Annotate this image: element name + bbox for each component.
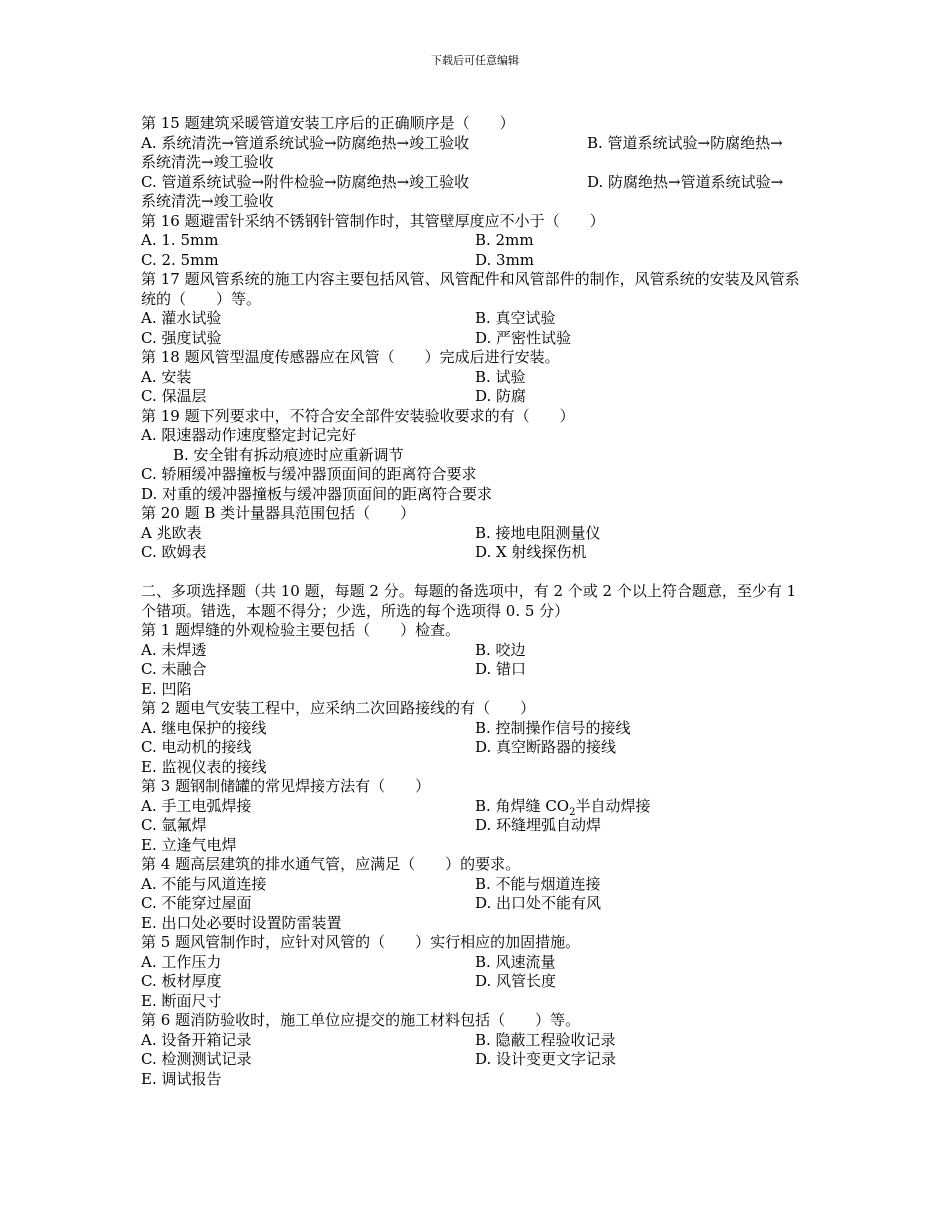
question-stem: 第 4 题高层建筑的排水通气管，应满足（ ）的要求。 <box>141 855 521 873</box>
option-row <box>141 173 811 193</box>
option-d-continued: 系统清洗→竣工验收 <box>141 192 274 210</box>
option-c: C. 氩氟焊 <box>141 816 207 834</box>
page-header: 下载后可任意编辑 <box>431 54 519 67</box>
option-a: A. 安装 <box>141 367 192 386</box>
option-a: A. 未焊透 <box>141 640 207 659</box>
option-c: C. 检测测试记录 <box>141 1050 252 1068</box>
section-title: 二、多项选择题（共 10 题，每题 2 分。每题的备选项中，有 2 个或 2 个以上符合题意，至少有 1 个错项。错选，本题不得分；少选，所选的每个选项得 0. 5 分） <box>141 582 797 620</box>
option-e: E. 调试报告 <box>141 1069 222 1088</box>
option-a: A. 手工电弧焊接 <box>141 796 252 815</box>
section-gap <box>141 563 811 583</box>
option-row <box>141 738 811 758</box>
option-c: C. 欧姆表 <box>141 543 207 561</box>
option-row <box>141 309 811 329</box>
option-b: B. 风速流量 <box>475 952 556 971</box>
option-c: C. 保温层 <box>141 387 207 405</box>
option-b-continued: 系统清洗→竣工验收 <box>141 153 274 171</box>
option-d: D. 对重的缓冲器撞板与缓冲器顶面间的距离符合要求 <box>141 484 493 503</box>
option-row <box>141 524 811 544</box>
option-c: C. 强度试验 <box>141 328 222 347</box>
option-row <box>141 368 811 388</box>
document-body <box>141 114 811 1089</box>
option-row <box>141 953 811 973</box>
option-a: A 兆欧表 <box>141 523 202 542</box>
option-row <box>141 719 811 739</box>
question-stem: 第 5 题风管制作时，应针对风管的（ ）实行相应的加固措施。 <box>141 933 581 951</box>
option-d: D. 错口 <box>475 660 527 678</box>
option-row <box>141 1050 811 1070</box>
option-d: D. 出口处不能有风 <box>475 894 602 912</box>
option-c: C. 管道系统试验→附件检验→防腐绝热→竣工验收 <box>141 172 470 191</box>
option-c: C. 2. 5mm <box>141 250 219 269</box>
option-e: E. 立逢气电焊 <box>141 835 237 854</box>
option-row <box>141 543 811 563</box>
question-stem: 第 17 题风管系统的施工内容主要包括风管、风管配件和风管部件的制作，风管系统的安装及风管系统的（ ）等。 <box>141 270 800 308</box>
option-b: B. 安全钳有拆动痕迹时应重新调节 <box>173 445 404 464</box>
option-b <box>475 797 651 817</box>
option-d: D. X 射线探伤机 <box>475 543 587 561</box>
option-c: C. 板材厚度 <box>141 972 222 990</box>
option-a: A. 工作压力 <box>141 952 222 971</box>
option-row <box>141 1031 811 1051</box>
question-stem: 第 15 题建筑采暖管道安装工序后的正确顺序是（ ） <box>141 114 515 132</box>
option-row <box>141 329 811 349</box>
option-a: A. 灌水试验 <box>141 309 222 327</box>
option-d: D. 防腐 <box>475 387 527 405</box>
option-row <box>141 387 811 407</box>
option-b: B. 控制操作信号的接线 <box>475 718 631 737</box>
question-stem: 第 20 题 B 类计量器具范围包括（ ） <box>141 504 416 522</box>
option-row <box>141 134 811 154</box>
question-stem: 第 6 题消防验收时，施工单位应提交的施工材料包括（ ）等。 <box>141 1011 581 1029</box>
option-c: C. 电动机的接线 <box>141 738 252 756</box>
option-row <box>141 875 811 895</box>
question-stem: 第 19 题下列要求中，不符合安全部件安装验收要求的有（ ） <box>141 406 575 425</box>
option-row <box>141 660 811 680</box>
co2-subscript: 2 <box>569 806 576 818</box>
option-e: E. 出口处必要时设置防雷装置 <box>141 913 342 932</box>
option-b: B. 不能与烟道连接 <box>475 874 601 893</box>
option-a: A. 设备开箱记录 <box>141 1030 252 1049</box>
option-e: E. 断面尺寸 <box>141 991 222 1010</box>
option-c: C. 未融合 <box>141 660 207 678</box>
option-b: B. 隐蔽工程验收记录 <box>475 1030 616 1049</box>
option-d: D. 3mm <box>475 250 535 269</box>
question-stem: 第 3 题钢制储罐的常见焊接方法有（ ） <box>141 777 431 795</box>
option-d: D. 严密性试验 <box>475 328 572 347</box>
option-row <box>141 797 811 817</box>
option-e: E. 凹陷 <box>141 679 192 698</box>
option-e: E. 监视仪表的接线 <box>141 757 267 776</box>
option-a: A. 限速器动作速度整定封记完好 <box>141 426 357 444</box>
option-c: C. 不能穿过屋面 <box>141 894 252 912</box>
option-b-suffix: 半自动焊接 <box>575 796 651 815</box>
question-stem: 第 16 题避雷针采纳不锈钢针管制作时，其管壁厚度应不小于（ ） <box>141 211 605 230</box>
option-row <box>141 894 811 914</box>
option-row <box>141 231 811 251</box>
option-a: A. 不能与风道连接 <box>141 874 267 893</box>
option-b: B. 管道系统试验→防腐绝热→ <box>587 133 783 152</box>
option-a: A. 1. 5mm <box>141 231 219 249</box>
option-b-prefix: B. 角焊缝 CO <box>475 796 570 815</box>
option-b: B. 接地电阻测量仪 <box>475 523 601 542</box>
option-row <box>141 641 811 661</box>
option-row <box>141 816 811 836</box>
option-b: B. 试验 <box>475 367 526 386</box>
option-row <box>141 251 811 271</box>
option-b: B. 真空试验 <box>475 309 556 327</box>
option-b: B. 2mm <box>475 231 534 249</box>
question-stem: 第 18 题风管型温度传感器应在风管（ ）完成后进行安装。 <box>141 348 560 366</box>
option-c: C. 轿厢缓冲器撞板与缓冲器顶面间的距离符合要求 <box>141 465 477 483</box>
option-d: D. 真空断路器的接线 <box>475 738 617 756</box>
option-d: D. 环缝埋弧自动焊 <box>475 816 602 834</box>
option-b: B. 咬边 <box>475 640 526 659</box>
question-stem: 第 2 题电气安装工程中，应采纳二次回路接线的有（ ） <box>141 699 536 717</box>
option-row <box>141 972 811 992</box>
option-a: A. 继电保护的接线 <box>141 718 267 737</box>
question-stem: 第 1 题焊缝的外观检验主要包括（ ）检查。 <box>141 621 461 639</box>
option-a: A. 系统清洗→管道系统试验→防腐绝热→竣工验收 <box>141 133 470 152</box>
option-d: D. 防腐绝热→管道系统试验→ <box>587 172 784 191</box>
option-d: D. 设计变更文字记录 <box>475 1050 617 1068</box>
option-d: D. 风管长度 <box>475 972 557 990</box>
